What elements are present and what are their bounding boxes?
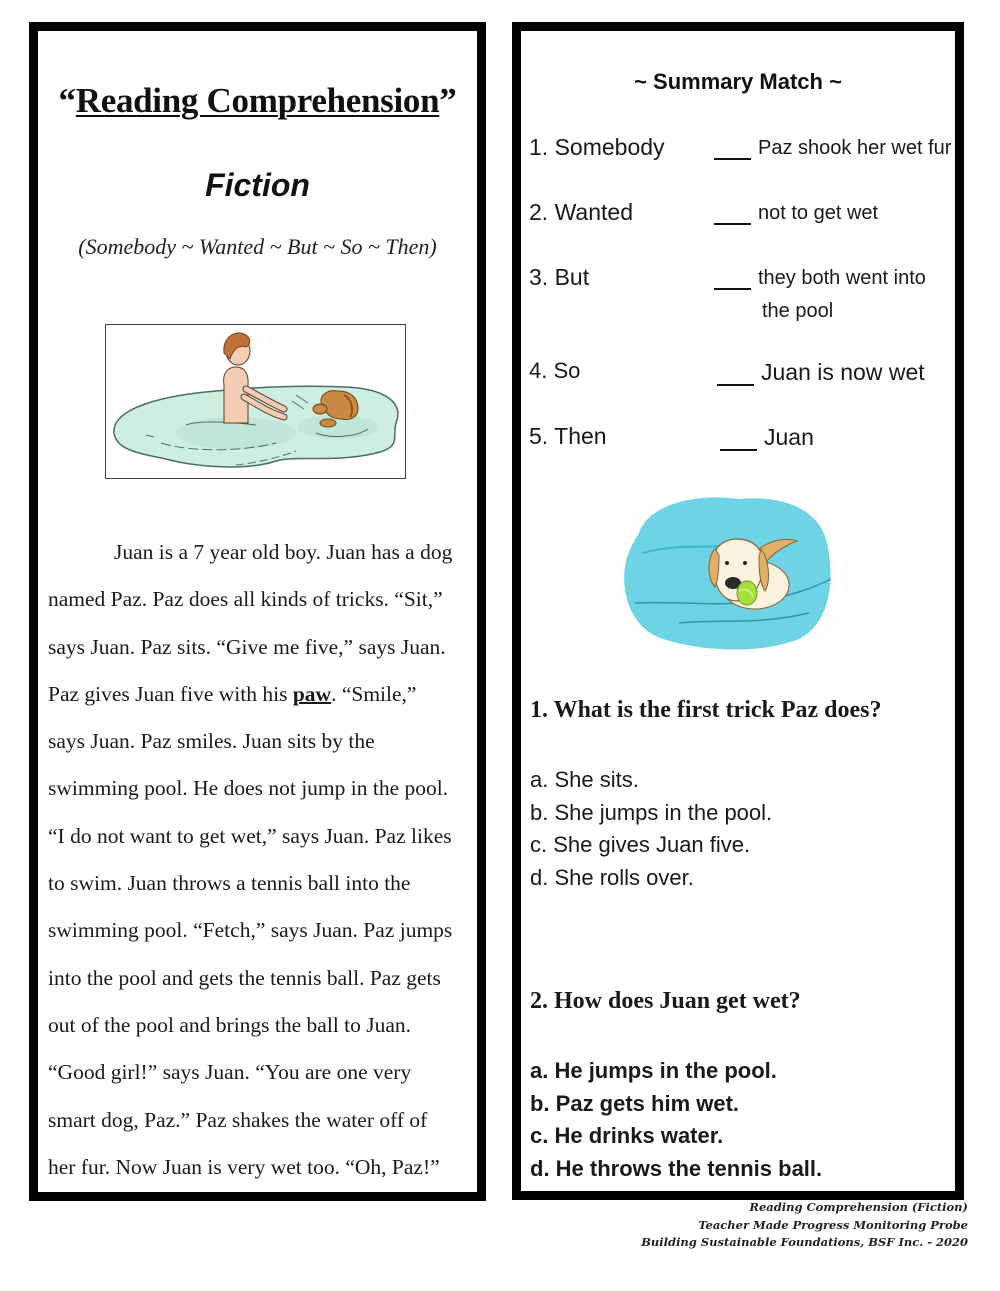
footer-line: Teacher Made Progress Monitoring Probe	[698, 1217, 968, 1232]
summary-answer-continued: the pool	[762, 300, 834, 322]
title-open-quote: “	[58, 81, 76, 120]
summary-label: 1. Somebody	[529, 134, 665, 160]
question-1-title: 1. What is the first trick Paz does?	[530, 697, 882, 723]
answer-blank[interactable]	[720, 425, 757, 451]
summary-answer: Paz shook her wet fur	[758, 137, 952, 159]
story-line: says Juan. Paz sits. “Give me five,” says Juan.	[48, 634, 446, 659]
question-1-option-a[interactable]: a. She sits.	[530, 767, 639, 792]
story-line: named Paz. Paz does all kinds of tricks. “Sit,”	[48, 587, 443, 612]
summary-answer: Juan	[764, 424, 814, 450]
title-text: Reading Comprehension	[75, 81, 440, 120]
question-2-title: 2. How does Juan get wet?	[530, 988, 801, 1014]
story-line: her fur. Now Juan is very wet too. “Oh, Paz!”	[48, 1154, 440, 1179]
answer-blank[interactable]	[714, 134, 751, 160]
genre-heading: Fiction	[205, 167, 310, 203]
questions-panel	[512, 22, 964, 1200]
answer-blank[interactable]	[717, 360, 754, 386]
story-line	[48, 671, 468, 718]
question-1-options	[530, 764, 772, 894]
boy-and-dog-in-pool-image	[105, 324, 406, 479]
footer-credits	[641, 1199, 968, 1252]
question-2-option-b[interactable]: b. Paz gets him wet.	[530, 1090, 740, 1116]
page-title	[38, 81, 477, 121]
story-line: “I do not want to get wet,” says Juan. Paz likes	[48, 823, 452, 848]
question-2-options	[530, 1055, 822, 1185]
story-line: smart dog, Paz.” Paz shakes the water off of	[48, 1107, 428, 1132]
summary-answer: Juan is now wet	[761, 359, 925, 385]
story-line: Juan is a 7 year old boy. Juan has a dog	[114, 540, 453, 564]
answer-blank[interactable]	[714, 264, 751, 290]
story-line: says Juan. Paz smiles. Juan sits by the	[48, 729, 375, 754]
story-panel	[29, 22, 486, 1201]
summary-label: 5. Then	[529, 423, 607, 449]
story-line: to swim. Juan throws a tennis ball into the	[48, 871, 411, 896]
footer-line: Reading Comprehension (Fiction)	[749, 1200, 968, 1214]
question-1-option-c[interactable]: c. She gives Juan five.	[530, 832, 751, 857]
story-text	[48, 529, 468, 1191]
summary-label: 2. Wanted	[529, 199, 633, 225]
question-1-option-b[interactable]: b. She jumps in the pool.	[530, 799, 773, 825]
story-line: swimming pool. He does not jump in the pool.	[48, 776, 449, 801]
story-line: “Good girl!” says Juan. “You are one very	[48, 1060, 412, 1085]
story-line-segment: . “Smile,”	[331, 681, 417, 706]
story-line: swimming pool. “Fetch,” says Juan. Paz jumps	[48, 918, 453, 943]
title-close-quote: ”	[439, 81, 457, 120]
answer-blank[interactable]	[714, 199, 751, 225]
summary-label: 3. But	[529, 264, 590, 290]
dog-swimming-with-ball-image	[619, 483, 839, 658]
summary-match-title: ~ Summary Match ~	[634, 69, 842, 94]
vocabulary-word-paw: paw	[292, 681, 332, 706]
question-2-option-c[interactable]: c. He drinks water.	[530, 1123, 724, 1148]
story-line: into the pool and gets the tennis ball. Paz gets	[48, 965, 441, 990]
story-line-segment: Paz gives Juan five with his	[48, 681, 293, 706]
question-1-option-d[interactable]: d. She rolls over.	[530, 864, 694, 890]
footer-line: Building Sustainable Foundations, BSF Inc. - 2020	[641, 1235, 968, 1249]
question-2-option-a[interactable]: a. He jumps in the pool.	[530, 1058, 777, 1083]
story-line: out of the pool and brings the ball to Juan.	[48, 1012, 412, 1037]
framework-subtitle: (Somebody ~ Wanted ~ But ~ So ~ Then)	[78, 234, 437, 259]
summary-answer: not to get wet	[758, 202, 879, 224]
summary-label: 4. So	[529, 358, 581, 383]
summary-answer: they both went into	[758, 267, 926, 289]
question-2-option-d[interactable]: d. He throws the tennis ball.	[530, 1155, 823, 1181]
